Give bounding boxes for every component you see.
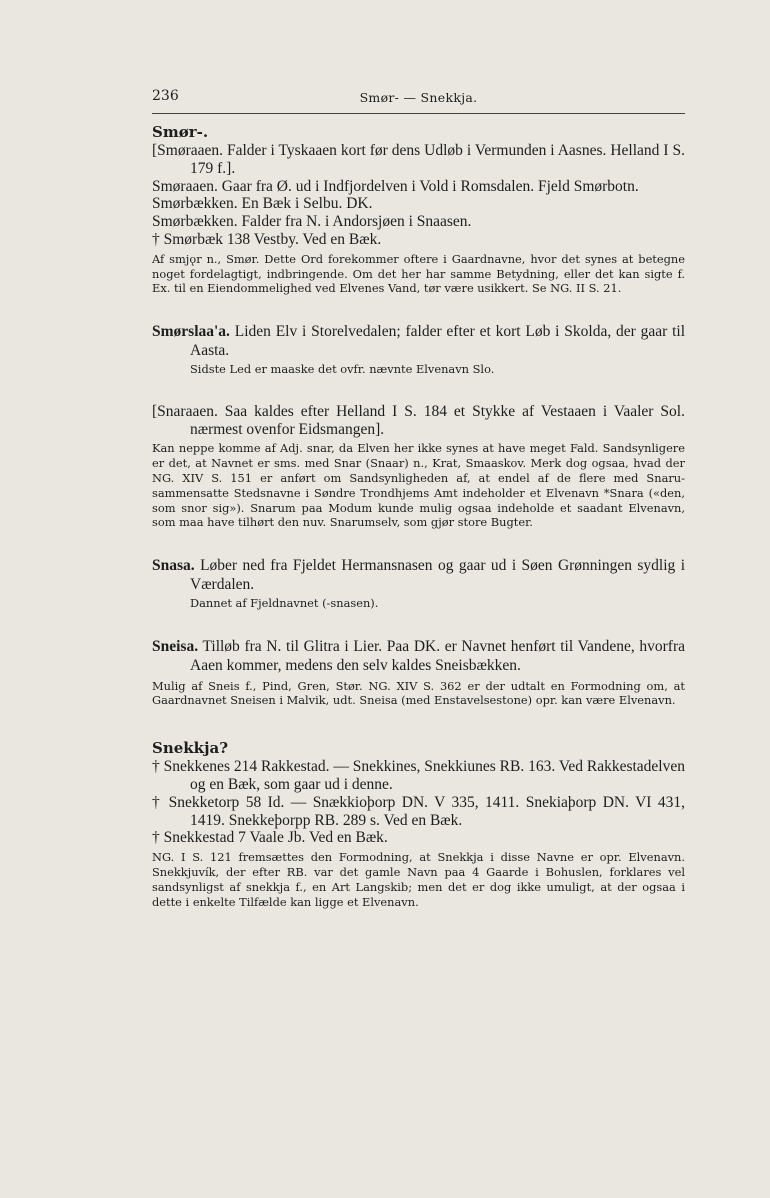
entry-snekkja [152, 738, 685, 909]
entry-line: [Snaraaen. Saa kaldes efter Helland I S. 184 et Stykke af Vestaaen i Vaaler Sol. nærmest ovenfor Eidsmangen]. [152, 402, 685, 438]
entry-headword: Smør-. [152, 123, 209, 141]
entry-first-line [152, 322, 685, 360]
page-number: 236 [152, 88, 179, 104]
entry-text: Liden Elv i Storelvedalen; falder efter et kort Løb i Skolda, der gaar til Aasta. [190, 323, 686, 360]
entry-first-line [152, 637, 685, 675]
entry-snaraaen [152, 403, 685, 530]
entry-line: † Snekkenes 214 Rakkestad. — Snekkines, Snekkiunes RB. 163. Ved Rakkestadelven og en Bæk, som gaar ud i denne. [152, 758, 685, 793]
dictionary-content [152, 122, 685, 932]
running-title: Smør- — Snekkja. [359, 90, 478, 105]
entry-line: † Snekkestad 7 Vaale Jb. Ved en Bæk. [152, 829, 388, 847]
entry-note: Af smjǫr n., Smør. Dette Ord forekommer oftere i Gaardnavne, hvor det synes at betegne noget fordelagtigt, indbringende. Om det her har samme Betydning, eller det kan sigte f. Ex. til en Eiendommelighed ved Elvenes Vand, tør være usikkert. Se NG. II S. 21. [152, 251, 685, 296]
entry-line: [Smøraaen. Falder i Tyskaaen kort før dens Udløb i Vermunden i Aasnes. Helland I S. 179 f.]. [152, 142, 685, 177]
entry-note: Kan neppe komme af Adj. snar, da Elven her ikke synes at have meget Fald. Sandsynligere er det, at Navnet er sms. med Snar (Snaar) n., Krat, Smaaskov. Merk dog ogsaa, hvad der NG. XIV S. 151 er anført om Sandsynligheden af, at endel af de flere med Snaru- sammensatte Stedsnavne i Søndre Trondhjems Amt indeholder et Elvenavn *Snara («den, som snor sig»). Snarum paa Modum kunde mulig ogsaa indeholde et saadant Elvenavn, som maa have tilhørt den nuv. Snarumselv, som gjør store Bugter. [152, 441, 685, 530]
entry-headword: Snasa. [152, 557, 195, 575]
entry-snasa [152, 556, 685, 611]
entry-line: Smørbækken. En Bæk i Selbu. DK. [152, 195, 373, 213]
entry-sneisa [152, 637, 685, 708]
header-rule [152, 113, 685, 114]
entry-note: NG. I S. 121 fremsættes den Formodning, at Snekkja i disse Navne er opr. Elvenavn. Snekkjuvík, der efter RB. var det gamle Navn paa 4 Gaarde i Bohuslen, forklares vel sandsynligst af snekkja f., en Art Langskib; men det er dog ikke umuligt, at der ogsaa i dette i enkelte Tilfælde kan ligge et Elvenavn. [152, 850, 685, 909]
entry-line: † Smørbæk 138 Vestby. Ved en Bæk. [152, 230, 382, 248]
entry-text: Tilløb fra N. til Glitra i Lier. Paa DK. er Navnet henført til Vandene, hvorfra Aaen kommer, medens den selv kaldes Sneisbækken. [190, 637, 685, 674]
entry-headword: Snekkja? [152, 739, 229, 758]
entry-smorslaaa [152, 322, 685, 377]
entry-smor [152, 122, 685, 296]
entry-line: † Snekketorp 58 Id. — Snækkioþorp DN. V 335, 1411. Snekiaþorp DN. VI 431, 1419. Snekkeþorpp RB. 289 s. Ved en Bæk. [152, 793, 685, 829]
page-header [152, 88, 685, 110]
entry-note: Mulig af Sneis f., Pind, Gren, Stør. NG. XIV S. 362 er der udtalt en Formodning om, at Gaardnavnet Sneisen i Malvik, udt. Sneisa (med Enstavelsestone) opr. kan være Elvenavn. [152, 678, 685, 708]
entry-line: Smørbækken. Falder fra N. i Andorsjøen i Snaasen. [152, 213, 472, 231]
entry-first-line [152, 556, 685, 594]
entry-line: Smøraaen. Gaar fra Ø. ud i Indfjordelven i Vold i Romsdalen. Fjeld Smørbotn. [152, 177, 639, 195]
entry-note: Sidste Led er maaske det ovfr. nævnte Elvenavn Slo. [190, 361, 495, 376]
entry-note: Dannet af Fjeldnavnet (-snasen). [190, 595, 379, 610]
entry-headword: Smørslaa'a. [152, 323, 230, 341]
entry-headword: Sneisa. [152, 637, 199, 655]
entry-text: Løber ned fra Fjeldet Hermansnasen og gaar ud i Søen Grønningen sydlig i Værdalen. [190, 557, 685, 594]
